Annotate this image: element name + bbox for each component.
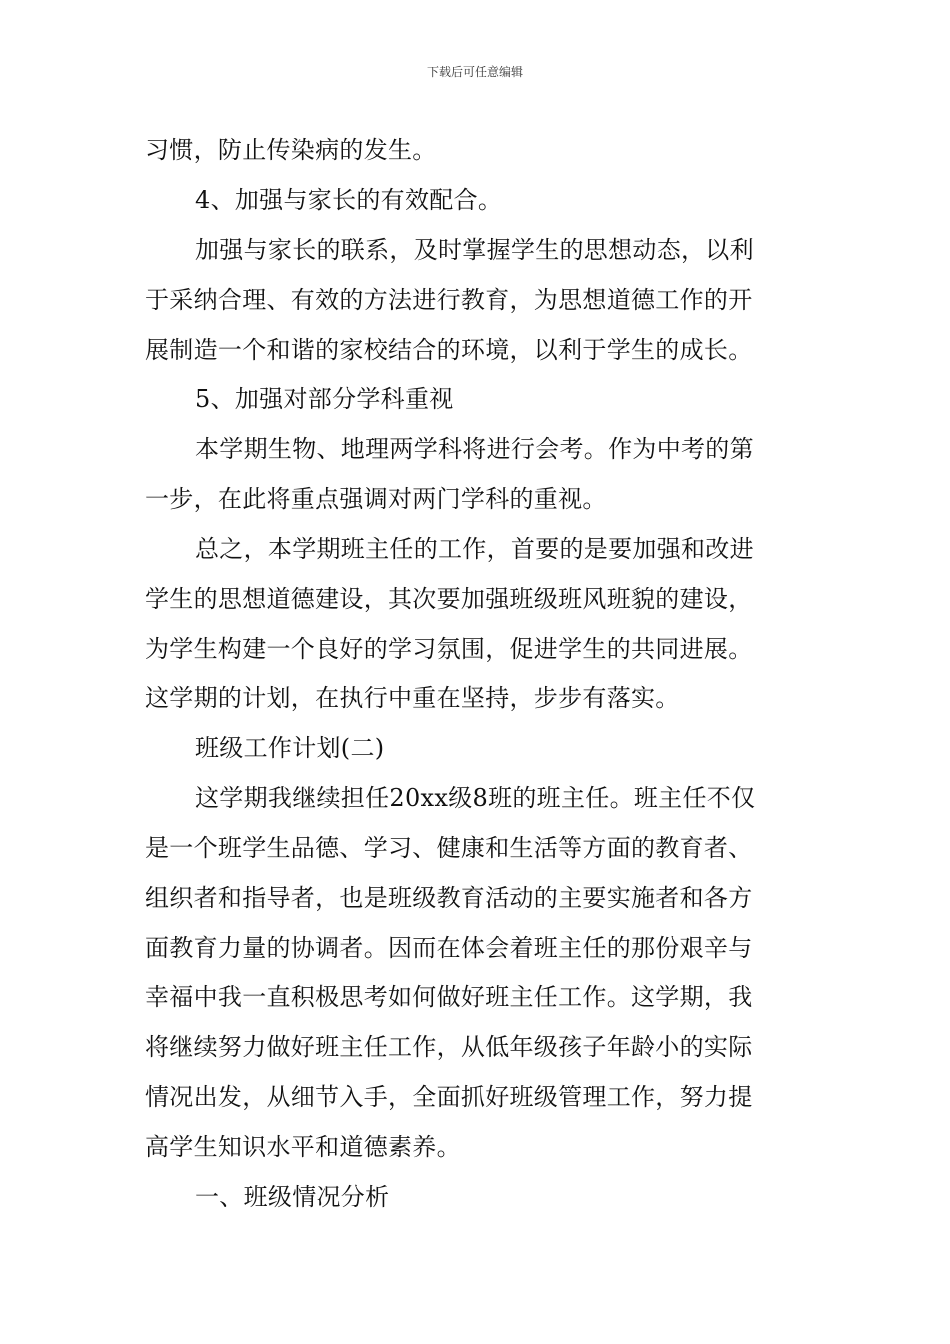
body-line: 高学生知识水平和道德素养。 <box>145 1133 461 1161</box>
body-line: 展制造一个和谐的家校结合的环境，以利于学生的成长。 <box>145 336 753 364</box>
body-line: 面教育力量的协调者。因而在体会着班主任的那份艰辛与 <box>145 934 753 962</box>
body-line: 这学期的计划，在执行中重在坚持，步步有落实。 <box>145 684 680 712</box>
plan-title: 班级工作计划(二) <box>195 734 385 762</box>
body-line: 是一个班学生品德、学习、健康和生活等方面的教育者、 <box>145 834 753 862</box>
body-line: 将继续努力做好班主任工作，从低年级孩子年龄小的实际 <box>145 1033 753 1061</box>
body-line: 于采纳合理、有效的方法进行教育，为思想道德工作的开 <box>145 286 753 314</box>
body-line: 一步，在此将重点强调对两门学科的重视。 <box>145 485 607 513</box>
section-heading-1: 一、班级情况分析 <box>195 1183 390 1211</box>
body-line: 本学期生物、地理两学科将进行会考。作为中考的第 <box>195 435 754 463</box>
body-line: 习惯，防止传染病的发生。 <box>145 136 437 164</box>
body-line: 情况出发，从细节入手，全面抓好班级管理工作，努力提 <box>145 1083 753 1111</box>
body-line: 组织者和指导者，也是班级教育活动的主要实施者和各方 <box>145 884 753 912</box>
body-line: 加强与家长的联系，及时掌握学生的思想动态，以利 <box>195 236 754 264</box>
body-line: 学生的思想道德建设，其次要加强班级班风班貌的建设， <box>145 585 753 613</box>
body-line: 总之，本学期班主任的工作，首要的是要加强和改进 <box>195 535 754 563</box>
page-header: 下载后可任意编辑 <box>426 65 523 79</box>
body-line: 这学期我继续担任20xx级8班的班主任。班主任不仅 <box>195 784 756 812</box>
section-heading-5: 5、加强对部分学科重视 <box>195 385 454 413</box>
section-heading-4: 4、加强与家长的有效配合。 <box>195 186 503 214</box>
body-line: 为学生构建一个良好的学习氛围，促进学生的共同进展。 <box>145 635 753 663</box>
body-line: 幸福中我一直积极思考如何做好班主任工作。这学期，我 <box>145 983 753 1011</box>
